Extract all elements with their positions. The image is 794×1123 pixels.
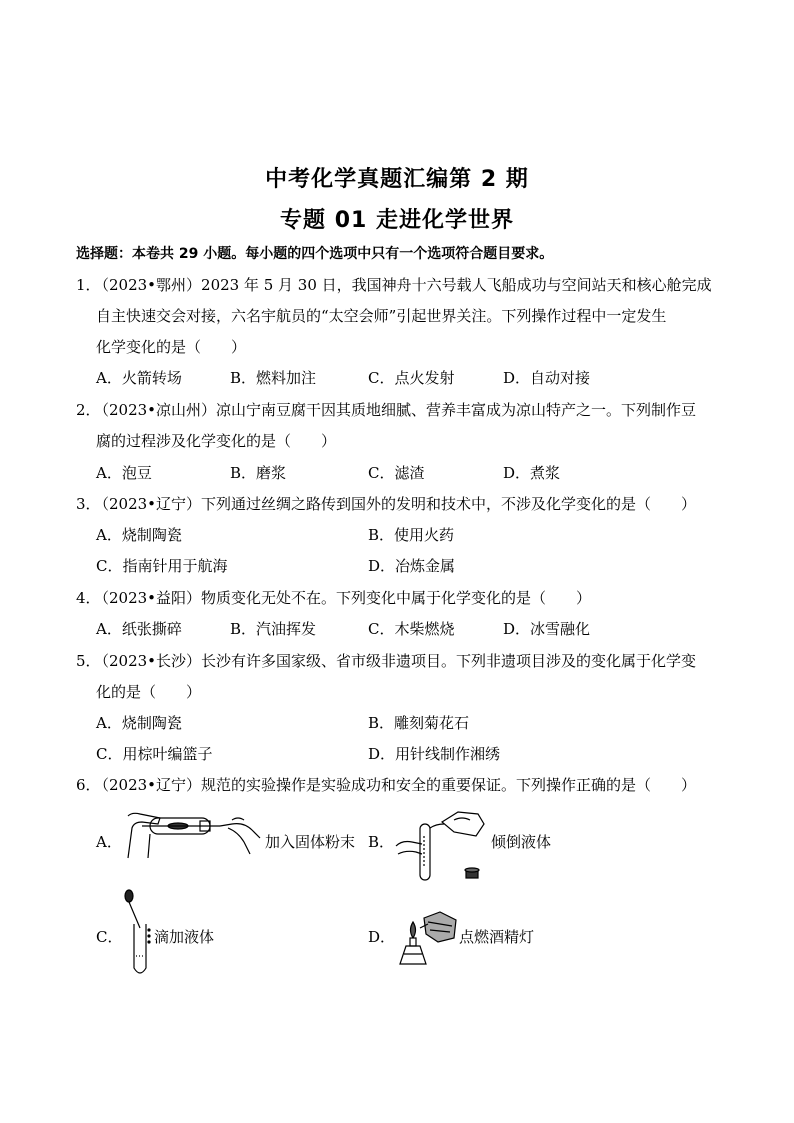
question-5-line-1: （2023•长沙）长沙有许多国家级、省市级非遗项目。下列非遗项目涉及的变化属于化学变 — [94, 652, 697, 670]
question-6-number: 6． — [76, 776, 101, 794]
question-2-option-a: A．泡豆 — [96, 464, 152, 482]
page-subtitle: 专题 01 走进化学世界 — [280, 208, 514, 233]
question-5-line-2: 化的是（ ） — [96, 683, 202, 701]
question-5-number: 5． — [76, 652, 101, 670]
question-2-option-c: C．滤渣 — [368, 464, 425, 482]
question-1-line-2: 自主快速交会对接，六名宇航员的“太空会师”引起世界关注。下列操作过程中一定发生 — [96, 307, 667, 325]
question-2-line-1: （2023•凉山州）凉山宁南豆腐干因其质地细腻、营养丰富成为凉山特产之一。下列制作豆 — [94, 401, 697, 419]
liquid-pouring-illustration — [392, 806, 492, 884]
question-2-number: 2． — [76, 401, 101, 419]
instructions: 选择题：本卷共 29 小题。每小题的四个选项中只有一个选项符合题目要求。 — [76, 246, 554, 262]
question-2-option-b: B．磨浆 — [230, 464, 287, 482]
question-1-option-d: D．自动对接 — [503, 369, 591, 387]
question-3-option-c: C．指南针用于航海 — [96, 557, 228, 575]
question-5-option-b: B．雕刻菊花石 — [368, 714, 470, 732]
question-1-line-3: 化学变化的是（ ） — [96, 338, 247, 356]
question-6-option-c-caption: 滴加液体 — [154, 928, 215, 946]
question-1-option-a: A．火箭转场 — [96, 369, 182, 387]
question-1-option-b: B．燃料加注 — [230, 369, 317, 387]
question-4-option-d: D．冰雪融化 — [503, 620, 591, 638]
alcohol-lamp-illustration — [394, 908, 460, 968]
question-4-number: 4． — [76, 589, 101, 607]
question-6-option-a-letter: A． — [96, 833, 122, 851]
question-3-option-b: B．使用火药 — [368, 526, 455, 544]
question-3-line-1: （2023•辽宁）下列通过丝绸之路传到国外的发明和技术中，不涉及化学变化的是（ ） — [94, 495, 697, 513]
question-2-option-d: D．煮浆 — [503, 464, 561, 482]
powder-adding-illustration — [120, 808, 265, 868]
question-1-number: 1． — [76, 276, 101, 294]
question-6-option-a-caption: 加入固体粉末 — [265, 833, 356, 851]
question-2-line-2: 腐的过程涉及化学变化的是（ ） — [96, 432, 337, 450]
question-6-option-b-letter: B． — [368, 833, 395, 851]
question-3-option-a: A．烧制陶瓷 — [96, 526, 182, 544]
question-6-option-d-caption: 点燃酒精灯 — [459, 928, 535, 946]
question-4-option-a: A．纸张撕碎 — [96, 620, 182, 638]
question-1-option-c: C．点火发射 — [368, 369, 455, 387]
question-6-option-b-caption: 倾倒液体 — [491, 833, 552, 851]
question-4-line-1: （2023•益阳）物质变化无处不在。下列变化中属于化学变化的是（ ） — [94, 589, 592, 607]
question-5-option-d: D．用针线制作湘绣 — [368, 745, 501, 763]
question-1-line-1: （2023•鄂州）2023 年 5 月 30 日，我国神舟十六号载人飞船成功与空间站天和核心舱完成 — [94, 276, 712, 294]
question-4-option-b: B．汽油挥发 — [230, 620, 317, 638]
page-title: 中考化学真题汇编第 2 期 — [265, 167, 529, 192]
question-4-option-c: C．木柴燃烧 — [368, 620, 455, 638]
question-6-option-c-letter: C． — [96, 928, 123, 946]
question-5-option-c: C．用棕叶编篮子 — [96, 745, 213, 763]
question-3-number: 3． — [76, 495, 101, 513]
question-5-option-a: A．烧制陶瓷 — [96, 714, 182, 732]
question-6-line-1: （2023•辽宁）规范的实验操作是实验成功和安全的重要保证。下列操作正确的是（ ） — [94, 776, 697, 794]
question-6-option-d-letter: D． — [368, 928, 396, 946]
question-3-option-d: D．冶炼金属 — [368, 557, 456, 575]
